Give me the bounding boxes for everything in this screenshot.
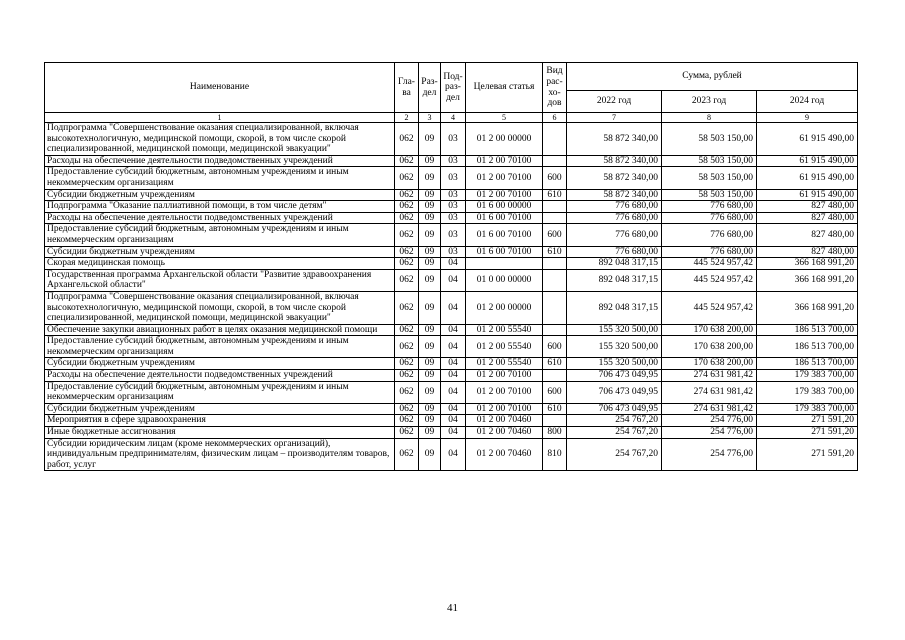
row-amount-2023: 58 503 150,00 xyxy=(662,155,757,167)
row-podrazdel: 03 xyxy=(441,167,466,189)
table-row xyxy=(45,381,858,403)
row-tselevaya-statya: 01 6 00 00000 xyxy=(466,201,543,213)
row-vid-raskhodov xyxy=(543,258,567,270)
row-vid-raskhodov: 800 xyxy=(543,427,567,439)
row-vid-raskhodov: 810 xyxy=(543,438,567,471)
table-row xyxy=(45,189,858,201)
row-razdel: 09 xyxy=(419,155,441,167)
row-podrazdel: 04 xyxy=(441,370,466,382)
row-razdel: 09 xyxy=(419,324,441,336)
table-row xyxy=(45,358,858,370)
table-row xyxy=(45,201,858,213)
table-row xyxy=(45,427,858,439)
row-tselevaya-statya: 01 6 00 70100 xyxy=(466,224,543,246)
header-glava: Гла-ва xyxy=(395,63,419,113)
table-row xyxy=(45,403,858,415)
row-tselevaya-statya: 01 2 00 70100 xyxy=(466,381,543,403)
row-name: Подпрограмма "Совершенствование оказания специализированной, включая высокотехнологичную, медицинской помощи, скорой, в том числе скорой специализированной, медицинской помощи, медицинской эвакуации" xyxy=(45,291,395,324)
table-row xyxy=(45,415,858,427)
row-podrazdel: 04 xyxy=(441,336,466,358)
row-glava: 062 xyxy=(395,224,419,246)
row-amount-2024: 827 480,00 xyxy=(757,201,858,213)
row-tselevaya-statya: 01 2 00 00000 xyxy=(466,123,543,156)
row-name: Предоставление субсидий бюджетным, автономным учреждениям и иным некоммерческим организациям xyxy=(45,336,395,358)
column-number: 5 xyxy=(466,113,543,123)
row-podrazdel: 03 xyxy=(441,123,466,156)
row-amount-2024: 366 168 991,20 xyxy=(757,258,858,270)
row-amount-2023: 58 503 150,00 xyxy=(662,189,757,201)
row-amount-2024: 179 383 700,00 xyxy=(757,381,858,403)
row-vid-raskhodov: 610 xyxy=(543,189,567,201)
row-glava: 062 xyxy=(395,155,419,167)
column-number-row xyxy=(45,113,858,123)
table-row xyxy=(45,212,858,224)
row-amount-2024: 271 591,20 xyxy=(757,438,858,471)
row-amount-2022: 58 872 340,00 xyxy=(567,123,662,156)
row-razdel: 09 xyxy=(419,123,441,156)
row-vid-raskhodov xyxy=(543,123,567,156)
row-amount-2023: 776 680,00 xyxy=(662,201,757,213)
row-amount-2023: 170 638 200,00 xyxy=(662,336,757,358)
row-amount-2024: 271 591,20 xyxy=(757,415,858,427)
row-amount-2023: 445 524 957,42 xyxy=(662,269,757,291)
row-amount-2022: 706 473 049,95 xyxy=(567,370,662,382)
row-glava: 062 xyxy=(395,370,419,382)
row-tselevaya-statya: 01 0 00 00000 xyxy=(466,269,543,291)
row-amount-2023: 274 631 981,42 xyxy=(662,370,757,382)
row-razdel: 09 xyxy=(419,438,441,471)
header-tselevaya-statya: Целевая статья xyxy=(466,63,543,113)
table-row xyxy=(45,324,858,336)
row-name: Иные бюджетные ассигнования xyxy=(45,427,395,439)
row-vid-raskhodov: 610 xyxy=(543,358,567,370)
row-vid-raskhodov xyxy=(543,415,567,427)
row-name: Субсидии бюджетным учреждениям xyxy=(45,189,395,201)
row-name: Государственная программа Архангельской области "Развитие здравоохранения Архангельской области" xyxy=(45,269,395,291)
row-name: Субсидии бюджетным учреждениям xyxy=(45,403,395,415)
row-tselevaya-statya: 01 2 00 70100 xyxy=(466,189,543,201)
row-podrazdel: 03 xyxy=(441,155,466,167)
row-vid-raskhodov: 610 xyxy=(543,246,567,258)
row-vid-raskhodov xyxy=(543,269,567,291)
row-tselevaya-statya: 01 2 00 70100 xyxy=(466,370,543,382)
row-podrazdel: 03 xyxy=(441,189,466,201)
row-amount-2022: 254 767,20 xyxy=(567,427,662,439)
row-amount-2024: 827 480,00 xyxy=(757,212,858,224)
row-amount-2022: 706 473 049,95 xyxy=(567,381,662,403)
row-glava: 062 xyxy=(395,201,419,213)
row-amount-2022: 892 048 317,15 xyxy=(567,291,662,324)
row-podrazdel: 04 xyxy=(441,258,466,270)
column-number: 6 xyxy=(543,113,567,123)
row-tselevaya-statya: 01 6 00 70100 xyxy=(466,246,543,258)
row-amount-2024: 61 915 490,00 xyxy=(757,167,858,189)
row-amount-2023: 58 503 150,00 xyxy=(662,167,757,189)
row-name: Подпрограмма "Оказание паллиативной помощи, в том числе детям" xyxy=(45,201,395,213)
row-amount-2023: 445 524 957,42 xyxy=(662,258,757,270)
row-amount-2024: 61 915 490,00 xyxy=(757,155,858,167)
row-tselevaya-statya xyxy=(466,258,543,270)
page-number: 41 xyxy=(447,602,458,614)
table-row xyxy=(45,123,858,156)
row-name: Мероприятия в сфере здравоохранения xyxy=(45,415,395,427)
row-tselevaya-statya: 01 2 00 55540 xyxy=(466,336,543,358)
row-podrazdel: 04 xyxy=(441,381,466,403)
row-podrazdel: 04 xyxy=(441,403,466,415)
row-name: Расходы на обеспечение деятельности подведомственных учреждений xyxy=(45,370,395,382)
row-amount-2022: 892 048 317,15 xyxy=(567,258,662,270)
row-amount-2022: 254 767,20 xyxy=(567,438,662,471)
budget-table-sheet xyxy=(44,62,857,471)
row-vid-raskhodov xyxy=(543,291,567,324)
row-name: Расходы на обеспечение деятельности подведомственных учреждений xyxy=(45,155,395,167)
row-amount-2022: 776 680,00 xyxy=(567,212,662,224)
row-glava: 062 xyxy=(395,269,419,291)
row-podrazdel: 04 xyxy=(441,438,466,471)
table-row xyxy=(45,336,858,358)
row-podrazdel: 03 xyxy=(441,224,466,246)
row-name: Субсидии бюджетным учреждениям xyxy=(45,358,395,370)
row-name: Предоставление субсидий бюджетным, автономным учреждениям и иным некоммерческим организациям xyxy=(45,224,395,246)
row-glava: 062 xyxy=(395,358,419,370)
header-summa: Сумма, рублей xyxy=(567,63,858,91)
row-razdel: 09 xyxy=(419,189,441,201)
row-amount-2022: 776 680,00 xyxy=(567,246,662,258)
table-row xyxy=(45,291,858,324)
row-amount-2022: 58 872 340,00 xyxy=(567,155,662,167)
header-vid-raskhodov: Вид рас-хо-дов xyxy=(543,63,567,113)
row-razdel: 09 xyxy=(419,167,441,189)
row-glava: 062 xyxy=(395,212,419,224)
row-tselevaya-statya: 01 2 00 70460 xyxy=(466,438,543,471)
table-row xyxy=(45,438,858,471)
row-podrazdel: 04 xyxy=(441,358,466,370)
row-name: Подпрограмма "Совершенствование оказания специализированной, включая высокотехнологичную, медицинской помощи, скорой, в том числе скорой специализированной, медицинской помощи, медицинской эвакуации" xyxy=(45,123,395,156)
row-razdel: 09 xyxy=(419,381,441,403)
row-glava: 062 xyxy=(395,246,419,258)
row-podrazdel: 04 xyxy=(441,291,466,324)
row-amount-2022: 254 767,20 xyxy=(567,415,662,427)
row-amount-2023: 776 680,00 xyxy=(662,224,757,246)
row-tselevaya-statya: 01 2 00 70100 xyxy=(466,403,543,415)
row-amount-2023: 445 524 957,42 xyxy=(662,291,757,324)
row-vid-raskhodov xyxy=(543,324,567,336)
row-podrazdel: 04 xyxy=(441,415,466,427)
column-number: 8 xyxy=(662,113,757,123)
row-razdel: 09 xyxy=(419,224,441,246)
row-glava: 062 xyxy=(395,438,419,471)
row-vid-raskhodov: 600 xyxy=(543,336,567,358)
table-row xyxy=(45,224,858,246)
row-tselevaya-statya: 01 2 00 70100 xyxy=(466,167,543,189)
row-amount-2022: 706 473 049,95 xyxy=(567,403,662,415)
row-razdel: 09 xyxy=(419,201,441,213)
row-amount-2024: 186 513 700,00 xyxy=(757,324,858,336)
row-razdel: 09 xyxy=(419,269,441,291)
row-amount-2022: 776 680,00 xyxy=(567,224,662,246)
column-number: 1 xyxy=(45,113,395,123)
row-razdel: 09 xyxy=(419,358,441,370)
row-glava: 062 xyxy=(395,324,419,336)
row-razdel: 09 xyxy=(419,291,441,324)
column-number: 9 xyxy=(757,113,858,123)
table-row xyxy=(45,269,858,291)
row-glava: 062 xyxy=(395,167,419,189)
table-body xyxy=(45,123,858,471)
row-razdel: 09 xyxy=(419,336,441,358)
header-name: Наименование xyxy=(45,63,395,113)
row-glava: 062 xyxy=(395,189,419,201)
budget-table xyxy=(44,62,858,471)
table-row xyxy=(45,246,858,258)
row-vid-raskhodov xyxy=(543,212,567,224)
row-podrazdel: 04 xyxy=(441,269,466,291)
row-amount-2022: 776 680,00 xyxy=(567,201,662,213)
row-razdel: 09 xyxy=(419,427,441,439)
row-amount-2024: 827 480,00 xyxy=(757,224,858,246)
table-row xyxy=(45,167,858,189)
column-number: 7 xyxy=(567,113,662,123)
row-vid-raskhodov: 600 xyxy=(543,224,567,246)
header-year-2022: 2022 год xyxy=(567,91,662,113)
row-vid-raskhodov: 610 xyxy=(543,403,567,415)
row-amount-2022: 155 320 500,00 xyxy=(567,324,662,336)
header-year-2024: 2024 год xyxy=(757,91,858,113)
row-podrazdel: 04 xyxy=(441,324,466,336)
row-amount-2023: 776 680,00 xyxy=(662,246,757,258)
row-podrazdel: 03 xyxy=(441,212,466,224)
row-amount-2022: 892 048 317,15 xyxy=(567,269,662,291)
row-amount-2023: 254 776,00 xyxy=(662,438,757,471)
row-tselevaya-statya: 01 2 00 55540 xyxy=(466,324,543,336)
row-name: Предоставление субсидий бюджетным, автономным учреждениям и иным некоммерческим организациям xyxy=(45,167,395,189)
row-name: Предоставление субсидий бюджетным, автономным учреждениям и иным некоммерческим организациям xyxy=(45,381,395,403)
row-vid-raskhodov xyxy=(543,155,567,167)
row-name: Скорая медицинская помощь xyxy=(45,258,395,270)
row-name: Обеспечение закупки авиационных работ в целях оказания медицинской помощи xyxy=(45,324,395,336)
row-amount-2024: 366 168 991,20 xyxy=(757,291,858,324)
row-vid-raskhodov: 600 xyxy=(543,381,567,403)
row-razdel: 09 xyxy=(419,258,441,270)
row-amount-2023: 776 680,00 xyxy=(662,212,757,224)
row-tselevaya-statya: 01 2 00 70460 xyxy=(466,415,543,427)
row-amount-2023: 274 631 981,42 xyxy=(662,381,757,403)
row-podrazdel: 03 xyxy=(441,246,466,258)
row-glava: 062 xyxy=(395,403,419,415)
row-glava: 062 xyxy=(395,258,419,270)
row-amount-2024: 61 915 490,00 xyxy=(757,189,858,201)
row-amount-2024: 179 383 700,00 xyxy=(757,370,858,382)
header-podrazdel: Под-раз-дел xyxy=(441,63,466,113)
row-glava: 062 xyxy=(395,427,419,439)
row-glava: 062 xyxy=(395,381,419,403)
row-amount-2022: 155 320 500,00 xyxy=(567,358,662,370)
row-amount-2024: 186 513 700,00 xyxy=(757,336,858,358)
row-name: Расходы на обеспечение деятельности подведомственных учреждений xyxy=(45,212,395,224)
row-razdel: 09 xyxy=(419,370,441,382)
row-amount-2023: 254 776,00 xyxy=(662,427,757,439)
row-tselevaya-statya: 01 6 00 70100 xyxy=(466,212,543,224)
row-razdel: 09 xyxy=(419,403,441,415)
header-razdel: Раз-дел xyxy=(419,63,441,113)
row-glava: 062 xyxy=(395,123,419,156)
row-amount-2024: 186 513 700,00 xyxy=(757,358,858,370)
row-glava: 062 xyxy=(395,415,419,427)
row-amount-2022: 155 320 500,00 xyxy=(567,336,662,358)
row-razdel: 09 xyxy=(419,246,441,258)
header-year-2023: 2023 год xyxy=(662,91,757,113)
row-amount-2023: 170 638 200,00 xyxy=(662,324,757,336)
row-vid-raskhodov: 600 xyxy=(543,167,567,189)
table-row xyxy=(45,258,858,270)
row-razdel: 09 xyxy=(419,415,441,427)
table-row xyxy=(45,370,858,382)
row-tselevaya-statya: 01 2 00 55540 xyxy=(466,358,543,370)
row-vid-raskhodov xyxy=(543,370,567,382)
row-name: Субсидии бюджетным учреждениям xyxy=(45,246,395,258)
row-amount-2024: 271 591,20 xyxy=(757,427,858,439)
column-number: 4 xyxy=(441,113,466,123)
row-name: Субсидии юридическим лицам (кроме некоммерческих организаций), индивидуальным предпринимателям, физическим лицам – производителям товаров, работ, услуг xyxy=(45,438,395,471)
row-vid-raskhodov xyxy=(543,201,567,213)
row-amount-2024: 179 383 700,00 xyxy=(757,403,858,415)
row-podrazdel: 03 xyxy=(441,201,466,213)
column-number: 2 xyxy=(395,113,419,123)
row-glava: 062 xyxy=(395,291,419,324)
row-amount-2023: 58 503 150,00 xyxy=(662,123,757,156)
row-razdel: 09 xyxy=(419,212,441,224)
row-tselevaya-statya: 01 2 00 00000 xyxy=(466,291,543,324)
row-amount-2024: 61 915 490,00 xyxy=(757,123,858,156)
row-amount-2024: 366 168 991,20 xyxy=(757,269,858,291)
row-tselevaya-statya: 01 2 00 70100 xyxy=(466,155,543,167)
row-glava: 062 xyxy=(395,336,419,358)
row-amount-2023: 170 638 200,00 xyxy=(662,358,757,370)
column-number: 3 xyxy=(419,113,441,123)
row-tselevaya-statya: 01 2 00 70460 xyxy=(466,427,543,439)
table-row xyxy=(45,155,858,167)
row-amount-2022: 58 872 340,00 xyxy=(567,167,662,189)
row-amount-2023: 274 631 981,42 xyxy=(662,403,757,415)
row-amount-2022: 58 872 340,00 xyxy=(567,189,662,201)
row-podrazdel: 04 xyxy=(441,427,466,439)
row-amount-2024: 827 480,00 xyxy=(757,246,858,258)
row-amount-2023: 254 776,00 xyxy=(662,415,757,427)
